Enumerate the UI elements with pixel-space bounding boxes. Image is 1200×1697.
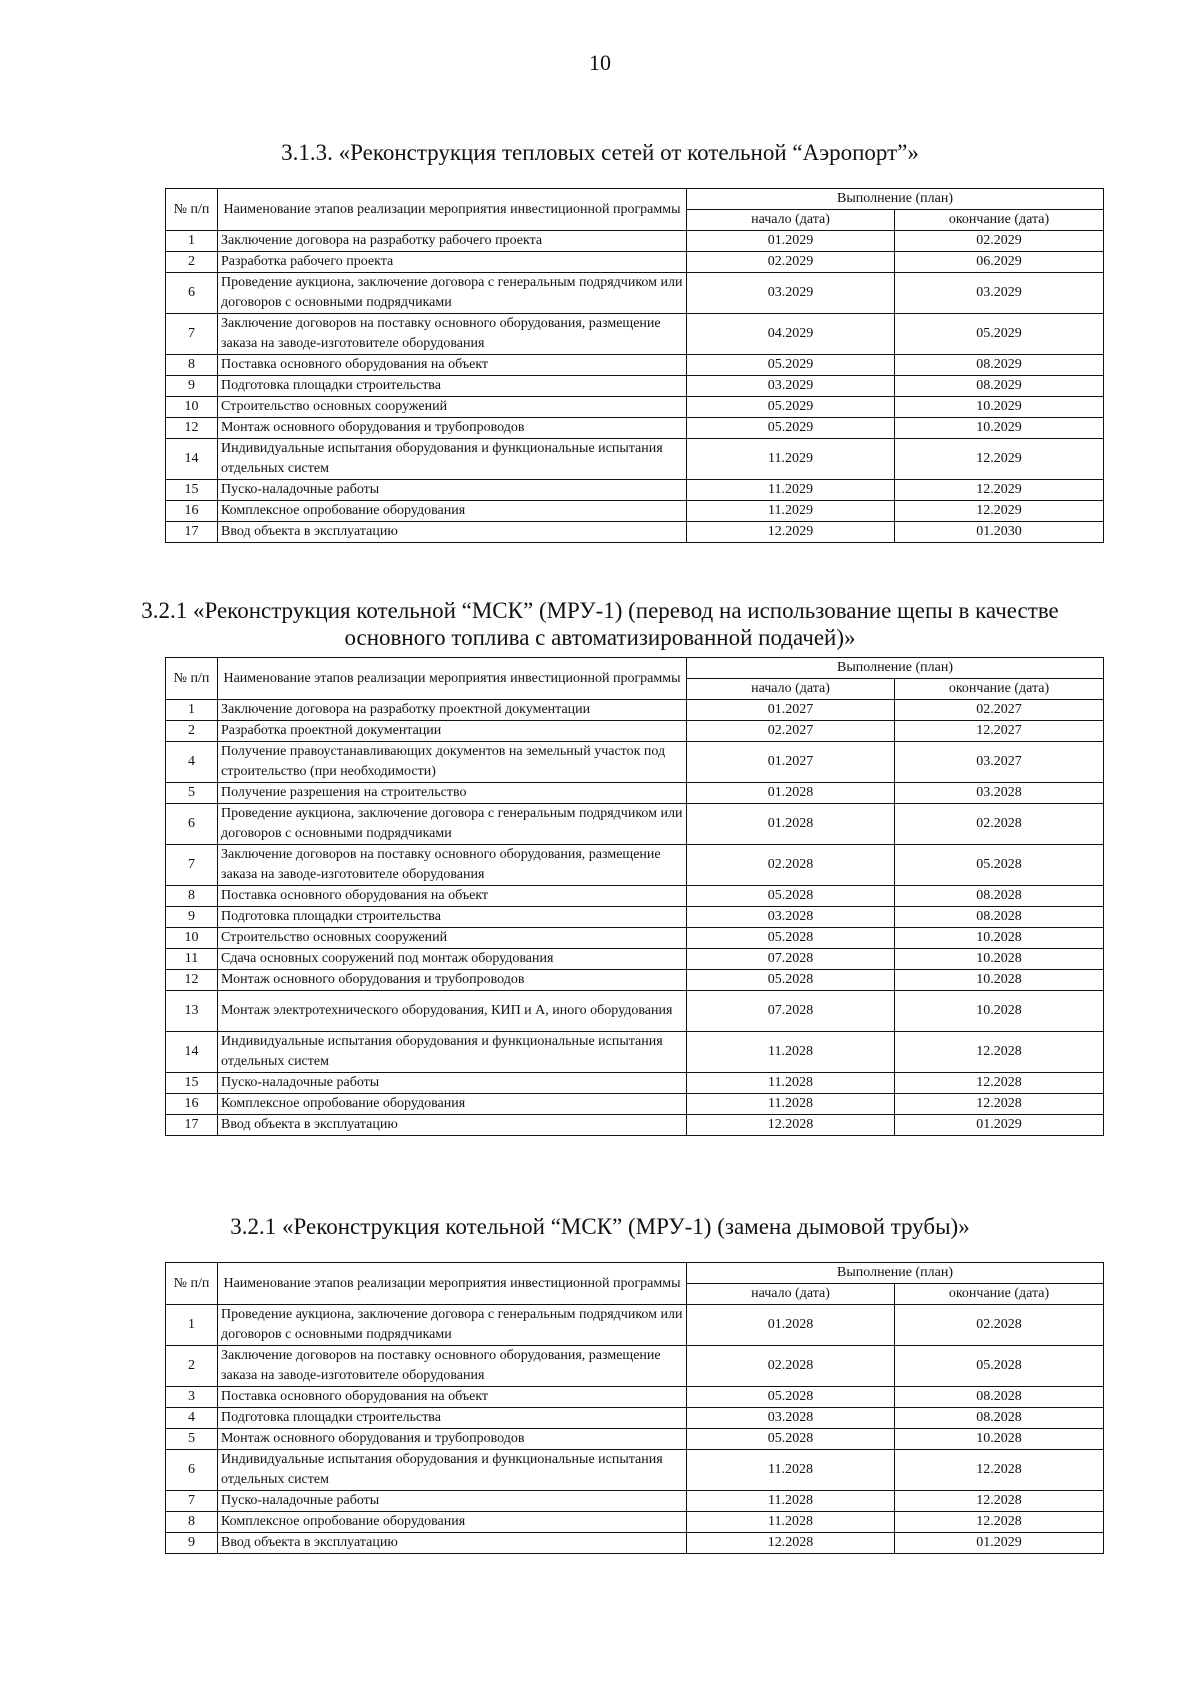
row-number: 6 bbox=[166, 1450, 218, 1491]
end-date: 12.2028 bbox=[895, 1512, 1104, 1533]
end-date: 02.2028 bbox=[895, 1305, 1104, 1346]
end-date: 10.2029 bbox=[895, 418, 1104, 439]
end-date: 10.2028 bbox=[895, 1429, 1104, 1450]
start-date: 07.2028 bbox=[687, 949, 895, 970]
section-title-2: 3.2.1 «Реконструкция котельной “МСК” (МРУ-1) (перевод на использование щепы в качестве основного топлива с автоматизированной подачей)» bbox=[141, 598, 1059, 650]
row-number: 13 bbox=[166, 991, 218, 1032]
table-row bbox=[166, 1429, 1104, 1450]
table-row bbox=[166, 1512, 1104, 1533]
start-date: 02.2028 bbox=[687, 1346, 895, 1387]
stage-name: Пуско-наладочные работы bbox=[218, 1073, 687, 1094]
end-date: 02.2028 bbox=[895, 804, 1104, 845]
end-date: 03.2028 bbox=[895, 783, 1104, 804]
start-date: 12.2029 bbox=[687, 522, 895, 543]
end-date: 12.2029 bbox=[895, 439, 1104, 480]
row-number: 16 bbox=[166, 1094, 218, 1115]
row-number: 9 bbox=[166, 376, 218, 397]
table-row bbox=[166, 1094, 1104, 1115]
row-number: 8 bbox=[166, 1512, 218, 1533]
table-row bbox=[166, 1387, 1104, 1408]
row-number: 3 bbox=[166, 1387, 218, 1408]
row-number: 1 bbox=[166, 700, 218, 721]
table-row bbox=[166, 1408, 1104, 1429]
end-date: 12.2028 bbox=[895, 1032, 1104, 1073]
stage-name: Проведение аукциона, заключение договора с генеральным подрядчиком или договоров с основными подрядчиками bbox=[218, 1305, 687, 1346]
header-start: начало (дата) bbox=[687, 679, 895, 700]
row-number: 1 bbox=[166, 231, 218, 252]
end-date: 08.2028 bbox=[895, 1387, 1104, 1408]
row-number: 17 bbox=[166, 522, 218, 543]
row-number: 5 bbox=[166, 783, 218, 804]
start-date: 01.2027 bbox=[687, 742, 895, 783]
end-date: 10.2028 bbox=[895, 970, 1104, 991]
end-date: 02.2029 bbox=[895, 231, 1104, 252]
table-row bbox=[166, 886, 1104, 907]
end-date: 06.2029 bbox=[895, 252, 1104, 273]
row-number: 9 bbox=[166, 907, 218, 928]
stage-name: Строительство основных сооружений bbox=[218, 397, 687, 418]
stage-name: Ввод объекта в эксплуатацию bbox=[218, 522, 687, 543]
stage-name: Заключение договора на разработку рабочего проекта bbox=[218, 231, 687, 252]
end-date: 08.2028 bbox=[895, 907, 1104, 928]
start-date: 12.2028 bbox=[687, 1115, 895, 1136]
stage-name: Индивидуальные испытания оборудования и функциональные испытания отдельных систем bbox=[218, 1032, 687, 1073]
table-row bbox=[166, 721, 1104, 742]
stage-name: Разработка проектной документации bbox=[218, 721, 687, 742]
start-date: 11.2028 bbox=[687, 1491, 895, 1512]
start-date: 01.2028 bbox=[687, 783, 895, 804]
table-row bbox=[166, 355, 1104, 376]
row-number: 8 bbox=[166, 355, 218, 376]
row-number: 14 bbox=[166, 1032, 218, 1073]
table-row bbox=[166, 700, 1104, 721]
row-number: 15 bbox=[166, 1073, 218, 1094]
table-row bbox=[166, 1533, 1104, 1554]
end-date: 10.2028 bbox=[895, 991, 1104, 1032]
end-date: 05.2028 bbox=[895, 845, 1104, 886]
end-date: 12.2028 bbox=[895, 1450, 1104, 1491]
table-row bbox=[166, 501, 1104, 522]
row-number: 4 bbox=[166, 1408, 218, 1429]
start-date: 11.2028 bbox=[687, 1094, 895, 1115]
start-date: 02.2029 bbox=[687, 252, 895, 273]
row-number: 7 bbox=[166, 845, 218, 886]
row-number: 2 bbox=[166, 252, 218, 273]
row-number: 4 bbox=[166, 742, 218, 783]
end-date: 05.2028 bbox=[895, 1346, 1104, 1387]
start-date: 05.2029 bbox=[687, 418, 895, 439]
table-row bbox=[166, 1073, 1104, 1094]
table-row bbox=[166, 1346, 1104, 1387]
table-row bbox=[166, 480, 1104, 501]
end-date: 12.2028 bbox=[895, 1073, 1104, 1094]
stage-name: Пуско-наладочные работы bbox=[218, 480, 687, 501]
stage-name: Получение разрешения на строительство bbox=[218, 783, 687, 804]
table-row bbox=[166, 783, 1104, 804]
table-row bbox=[166, 928, 1104, 949]
header-end: окончание (дата) bbox=[895, 679, 1104, 700]
start-date: 11.2028 bbox=[687, 1073, 895, 1094]
row-number: 6 bbox=[166, 804, 218, 845]
stage-name: Монтаж основного оборудования и трубопроводов bbox=[218, 970, 687, 991]
end-date: 12.2027 bbox=[895, 721, 1104, 742]
section-title-3: 3.2.1 «Реконструкция котельной “МСК” (МРУ-1) (замена дымовой трубы)» bbox=[230, 1214, 970, 1239]
row-number: 1 bbox=[166, 1305, 218, 1346]
start-date: 11.2029 bbox=[687, 501, 895, 522]
header-end: окончание (дата) bbox=[895, 1284, 1104, 1305]
row-number: 9 bbox=[166, 1533, 218, 1554]
header-start: начало (дата) bbox=[687, 1284, 895, 1305]
stage-name: Монтаж основного оборудования и трубопроводов bbox=[218, 1429, 687, 1450]
stage-name: Ввод объекта в эксплуатацию bbox=[218, 1115, 687, 1136]
row-number: 2 bbox=[166, 1346, 218, 1387]
stage-name: Заключение договоров на поставку основного оборудования, размещение заказа на заводе-изготовителе оборудования bbox=[218, 1346, 687, 1387]
end-date: 02.2027 bbox=[895, 700, 1104, 721]
end-date: 10.2028 bbox=[895, 928, 1104, 949]
end-date: 03.2029 bbox=[895, 273, 1104, 314]
header-num: № п/п bbox=[166, 189, 218, 231]
stage-name: Комплексное опробование оборудования bbox=[218, 1512, 687, 1533]
row-number: 15 bbox=[166, 480, 218, 501]
start-date: 05.2028 bbox=[687, 970, 895, 991]
header-num: № п/п bbox=[166, 658, 218, 700]
start-date: 05.2028 bbox=[687, 928, 895, 949]
start-date: 11.2028 bbox=[687, 1450, 895, 1491]
start-date: 05.2028 bbox=[687, 886, 895, 907]
start-date: 05.2028 bbox=[687, 1429, 895, 1450]
stage-name: Подготовка площадки строительства bbox=[218, 376, 687, 397]
table-row bbox=[166, 1305, 1104, 1346]
stage-name: Монтаж электротехнического оборудования, КИП и А, иного оборудования bbox=[218, 991, 687, 1032]
row-number: 6 bbox=[166, 273, 218, 314]
header-start: начало (дата) bbox=[687, 210, 895, 231]
start-date: 01.2029 bbox=[687, 231, 895, 252]
table-row bbox=[166, 907, 1104, 928]
header-num: № п/п bbox=[166, 1263, 218, 1305]
table-row bbox=[166, 376, 1104, 397]
header-name: Наименование этапов реализации мероприятия инвестиционной программы bbox=[218, 1263, 687, 1305]
stage-name: Заключение договоров на поставку основного оборудования, размещение заказа на заводе-изготовителе оборудования bbox=[218, 845, 687, 886]
stage-name: Проведение аукциона, заключение договора с генеральным подрядчиком или договоров с основными подрядчиками bbox=[218, 804, 687, 845]
end-date: 12.2029 bbox=[895, 501, 1104, 522]
end-date: 08.2028 bbox=[895, 1408, 1104, 1429]
stage-name: Разработка рабочего проекта bbox=[218, 252, 687, 273]
header-name: Наименование этапов реализации мероприятия инвестиционной программы bbox=[218, 189, 687, 231]
stage-name: Сдача основных сооружений под монтаж оборудования bbox=[218, 949, 687, 970]
stage-name: Комплексное опробование оборудования bbox=[218, 501, 687, 522]
stage-name: Комплексное опробование оборудования bbox=[218, 1094, 687, 1115]
start-date: 11.2028 bbox=[687, 1032, 895, 1073]
table-row bbox=[166, 845, 1104, 886]
end-date: 08.2028 bbox=[895, 886, 1104, 907]
header-end: окончание (дата) bbox=[895, 210, 1104, 231]
stage-name: Подготовка площадки строительства bbox=[218, 907, 687, 928]
page-number: 10 bbox=[589, 50, 611, 75]
row-number: 12 bbox=[166, 970, 218, 991]
row-number: 8 bbox=[166, 886, 218, 907]
stage-name: Поставка основного оборудования на объект bbox=[218, 355, 687, 376]
start-date: 05.2029 bbox=[687, 397, 895, 418]
stage-name: Проведение аукциона, заключение договора с генеральным подрядчиком или договоров с основными подрядчиками bbox=[218, 273, 687, 314]
header-name: Наименование этапов реализации мероприятия инвестиционной программы bbox=[218, 658, 687, 700]
stage-name: Пуско-наладочные работы bbox=[218, 1491, 687, 1512]
row-number: 17 bbox=[166, 1115, 218, 1136]
header-execution: Выполнение (план) bbox=[687, 189, 1104, 210]
header-execution: Выполнение (план) bbox=[687, 1263, 1104, 1284]
table-row bbox=[166, 252, 1104, 273]
row-number: 7 bbox=[166, 314, 218, 355]
section-title-1: 3.1.3. «Реконструкция тепловых сетей от котельной “Аэропорт”» bbox=[281, 140, 919, 165]
end-date: 08.2029 bbox=[895, 376, 1104, 397]
header-execution: Выполнение (план) bbox=[687, 658, 1104, 679]
start-date: 01.2028 bbox=[687, 804, 895, 845]
table-row bbox=[166, 949, 1104, 970]
row-number: 10 bbox=[166, 397, 218, 418]
start-date: 07.2028 bbox=[687, 991, 895, 1032]
end-date: 10.2029 bbox=[895, 397, 1104, 418]
table-row bbox=[166, 314, 1104, 355]
table-row bbox=[166, 273, 1104, 314]
table-row bbox=[166, 439, 1104, 480]
schedule-table-1 bbox=[165, 188, 1104, 543]
start-date: 11.2028 bbox=[687, 1512, 895, 1533]
row-number: 16 bbox=[166, 501, 218, 522]
table-row bbox=[166, 1115, 1104, 1136]
table-row bbox=[166, 522, 1104, 543]
stage-name: Заключение договора на разработку проектной документации bbox=[218, 700, 687, 721]
schedule-table-2 bbox=[165, 657, 1104, 1136]
start-date: 03.2028 bbox=[687, 1408, 895, 1429]
row-number: 10 bbox=[166, 928, 218, 949]
row-number: 11 bbox=[166, 949, 218, 970]
end-date: 03.2027 bbox=[895, 742, 1104, 783]
stage-name: Заключение договоров на поставку основного оборудования, размещение заказа на заводе-изготовителе оборудования bbox=[218, 314, 687, 355]
start-date: 03.2029 bbox=[687, 273, 895, 314]
schedule-table-3 bbox=[165, 1262, 1104, 1554]
table-row bbox=[166, 742, 1104, 783]
stage-name: Ввод объекта в эксплуатацию bbox=[218, 1533, 687, 1554]
end-date: 01.2029 bbox=[895, 1115, 1104, 1136]
end-date: 12.2028 bbox=[895, 1094, 1104, 1115]
end-date: 12.2029 bbox=[895, 480, 1104, 501]
start-date: 12.2028 bbox=[687, 1533, 895, 1554]
start-date: 02.2027 bbox=[687, 721, 895, 742]
row-number: 5 bbox=[166, 1429, 218, 1450]
end-date: 12.2028 bbox=[895, 1491, 1104, 1512]
start-date: 04.2029 bbox=[687, 314, 895, 355]
start-date: 05.2028 bbox=[687, 1387, 895, 1408]
table-row bbox=[166, 1491, 1104, 1512]
end-date: 01.2030 bbox=[895, 522, 1104, 543]
table-row bbox=[166, 397, 1104, 418]
row-number: 14 bbox=[166, 439, 218, 480]
table-row bbox=[166, 418, 1104, 439]
table-row bbox=[166, 991, 1104, 1032]
end-date: 10.2028 bbox=[895, 949, 1104, 970]
start-date: 11.2029 bbox=[687, 480, 895, 501]
table-row bbox=[166, 1450, 1104, 1491]
table-row bbox=[166, 970, 1104, 991]
end-date: 08.2029 bbox=[895, 355, 1104, 376]
start-date: 03.2029 bbox=[687, 376, 895, 397]
stage-name: Монтаж основного оборудования и трубопроводов bbox=[218, 418, 687, 439]
stage-name: Индивидуальные испытания оборудования и функциональные испытания отдельных систем bbox=[218, 1450, 687, 1491]
stage-name: Строительство основных сооружений bbox=[218, 928, 687, 949]
row-number: 12 bbox=[166, 418, 218, 439]
row-number: 2 bbox=[166, 721, 218, 742]
stage-name: Индивидуальные испытания оборудования и функциональные испытания отдельных систем bbox=[218, 439, 687, 480]
start-date: 03.2028 bbox=[687, 907, 895, 928]
table-row bbox=[166, 1032, 1104, 1073]
start-date: 02.2028 bbox=[687, 845, 895, 886]
start-date: 01.2027 bbox=[687, 700, 895, 721]
end-date: 01.2029 bbox=[895, 1533, 1104, 1554]
table-row bbox=[166, 231, 1104, 252]
start-date: 05.2029 bbox=[687, 355, 895, 376]
stage-name: Поставка основного оборудования на объект bbox=[218, 1387, 687, 1408]
stage-name: Получение правоустанавливающих документов на земельный участок под строительство (при необходимости) bbox=[218, 742, 687, 783]
stage-name: Поставка основного оборудования на объект bbox=[218, 886, 687, 907]
start-date: 11.2029 bbox=[687, 439, 895, 480]
row-number: 7 bbox=[166, 1491, 218, 1512]
start-date: 01.2028 bbox=[687, 1305, 895, 1346]
table-row bbox=[166, 804, 1104, 845]
stage-name: Подготовка площадки строительства bbox=[218, 1408, 687, 1429]
end-date: 05.2029 bbox=[895, 314, 1104, 355]
